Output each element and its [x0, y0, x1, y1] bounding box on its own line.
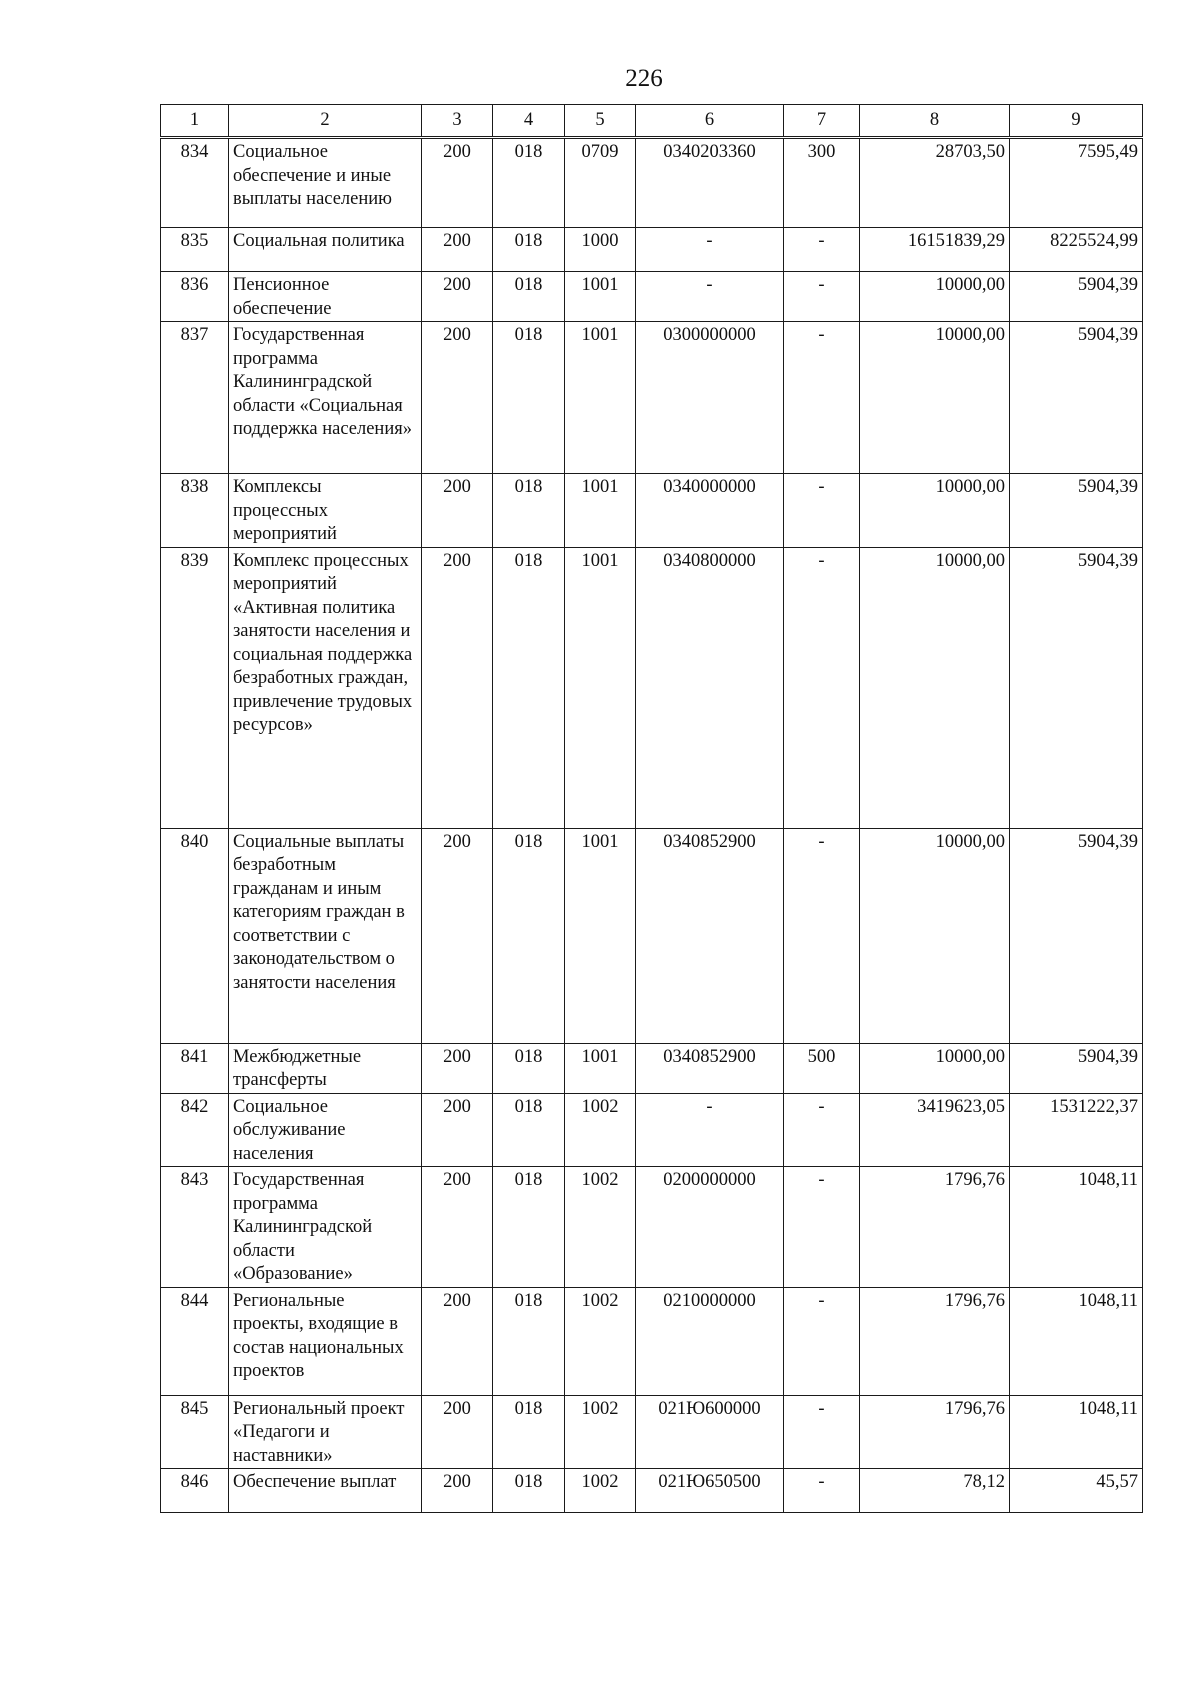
- cell-col-3: 200: [422, 1395, 493, 1469]
- cell-item-name: Межбюджетные трансферты: [229, 1043, 422, 1093]
- cell-col-7: -: [784, 1469, 860, 1513]
- cell-col-9: 1048,11: [1010, 1395, 1143, 1469]
- cell-col-6: -: [636, 1093, 784, 1167]
- table-row: [161, 547, 1143, 828]
- cell-col-6: 0210000000: [636, 1287, 784, 1395]
- cell-col-6: 0300000000: [636, 322, 784, 474]
- cell-col-7: -: [784, 828, 860, 1043]
- cell-col-6: 0340800000: [636, 547, 784, 828]
- cell-item-name: Обеспечение выплат: [229, 1469, 422, 1513]
- page-number: 226: [625, 65, 663, 92]
- cell-col-3: 200: [422, 322, 493, 474]
- cell-row-number: 838: [161, 474, 229, 548]
- cell-col-4: 018: [493, 474, 565, 548]
- cell-col-8: 78,12: [860, 1469, 1010, 1513]
- budget-table: [160, 104, 1143, 1513]
- cell-item-name: Комплексы процессных мероприятий: [229, 474, 422, 548]
- table-row: [161, 322, 1143, 474]
- cell-col-6: 0340852900: [636, 1043, 784, 1093]
- table-row: [161, 1167, 1143, 1288]
- cell-col-3: 200: [422, 138, 493, 228]
- cell-col-9: 5904,39: [1010, 1043, 1143, 1093]
- cell-item-name: Региональный проект «Педагоги и наставники»: [229, 1395, 422, 1469]
- cell-col-4: 018: [493, 1469, 565, 1513]
- cell-col-8: 10000,00: [860, 828, 1010, 1043]
- cell-col-5: 1002: [565, 1167, 636, 1288]
- cell-col-5: 1002: [565, 1395, 636, 1469]
- cell-col-4: 018: [493, 1043, 565, 1093]
- cell-col-3: 200: [422, 228, 493, 272]
- cell-col-4: 018: [493, 1093, 565, 1167]
- cell-col-9: 5904,39: [1010, 322, 1143, 474]
- cell-col-9: 45,57: [1010, 1469, 1143, 1513]
- cell-col-7: -: [784, 1395, 860, 1469]
- cell-col-5: 1001: [565, 547, 636, 828]
- cell-col-5: 1001: [565, 272, 636, 322]
- cell-col-6: 021Ю600000: [636, 1395, 784, 1469]
- column-header: 8: [860, 105, 1010, 138]
- cell-col-8: 3419623,05: [860, 1093, 1010, 1167]
- cell-row-number: 840: [161, 828, 229, 1043]
- cell-col-3: 200: [422, 474, 493, 548]
- cell-col-8: 10000,00: [860, 272, 1010, 322]
- cell-row-number: 836: [161, 272, 229, 322]
- cell-col-8: 10000,00: [860, 1043, 1010, 1093]
- cell-col-4: 018: [493, 138, 565, 228]
- cell-item-name: Пенсионное обеспечение: [229, 272, 422, 322]
- cell-col-7: -: [784, 272, 860, 322]
- column-header: 1: [161, 105, 229, 138]
- column-header: 3: [422, 105, 493, 138]
- cell-col-5: 1002: [565, 1287, 636, 1395]
- cell-col-7: -: [784, 547, 860, 828]
- cell-col-6: 0340852900: [636, 828, 784, 1043]
- cell-col-7: -: [784, 1093, 860, 1167]
- cell-col-8: 10000,00: [860, 474, 1010, 548]
- cell-item-name: Комплекс процессных мероприятий «Активная политика занятости населения и социальная поддержка безработных граждан, привлечение трудовых ресурсов»: [229, 547, 422, 828]
- cell-col-7: -: [784, 322, 860, 474]
- cell-col-7: 300: [784, 138, 860, 228]
- cell-col-9: 8225524,99: [1010, 228, 1143, 272]
- cell-col-4: 018: [493, 828, 565, 1043]
- cell-col-3: 200: [422, 272, 493, 322]
- cell-col-8: 1796,76: [860, 1167, 1010, 1288]
- cell-col-6: 021Ю650500: [636, 1469, 784, 1513]
- cell-col-4: 018: [493, 272, 565, 322]
- cell-item-name: Региональные проекты, входящие в состав национальных проектов: [229, 1287, 422, 1395]
- cell-col-8: 16151839,29: [860, 228, 1010, 272]
- cell-col-7: -: [784, 474, 860, 548]
- cell-col-9: 5904,39: [1010, 474, 1143, 548]
- cell-col-7: -: [784, 228, 860, 272]
- cell-col-5: 1002: [565, 1469, 636, 1513]
- table-row: [161, 1395, 1143, 1469]
- table-row: [161, 228, 1143, 272]
- column-header: 4: [493, 105, 565, 138]
- cell-row-number: 843: [161, 1167, 229, 1288]
- cell-col-5: 1001: [565, 474, 636, 548]
- cell-col-7: -: [784, 1167, 860, 1288]
- cell-item-name: Социальное обеспечение и иные выплаты населению: [229, 138, 422, 228]
- cell-col-6: -: [636, 228, 784, 272]
- cell-col-6: 0200000000: [636, 1167, 784, 1288]
- cell-col-9: 5904,39: [1010, 547, 1143, 828]
- cell-row-number: 837: [161, 322, 229, 474]
- cell-col-8: 10000,00: [860, 322, 1010, 474]
- cell-col-6: 0340203360: [636, 138, 784, 228]
- cell-col-3: 200: [422, 1469, 493, 1513]
- cell-col-6: -: [636, 272, 784, 322]
- cell-col-9: 5904,39: [1010, 828, 1143, 1043]
- header-row: [161, 105, 1143, 138]
- cell-col-3: 200: [422, 1043, 493, 1093]
- cell-col-4: 018: [493, 322, 565, 474]
- cell-col-3: 200: [422, 828, 493, 1043]
- cell-col-5: 1001: [565, 828, 636, 1043]
- table-body: [161, 138, 1143, 1513]
- cell-item-name: Государственная программа Калининградской области «Образование»: [229, 1167, 422, 1288]
- cell-row-number: 841: [161, 1043, 229, 1093]
- cell-col-9: 1531222,37: [1010, 1093, 1143, 1167]
- cell-row-number: 842: [161, 1093, 229, 1167]
- cell-col-5: 1002: [565, 1093, 636, 1167]
- cell-col-3: 200: [422, 1167, 493, 1288]
- cell-col-7: 500: [784, 1043, 860, 1093]
- cell-row-number: 839: [161, 547, 229, 828]
- cell-col-8: 1796,76: [860, 1287, 1010, 1395]
- table-row: [161, 1093, 1143, 1167]
- cell-row-number: 845: [161, 1395, 229, 1469]
- cell-col-4: 018: [493, 1287, 565, 1395]
- column-header: 5: [565, 105, 636, 138]
- cell-row-number: 835: [161, 228, 229, 272]
- cell-col-5: 0709: [565, 138, 636, 228]
- cell-col-3: 200: [422, 547, 493, 828]
- column-header: 2: [229, 105, 422, 138]
- table-row: [161, 1469, 1143, 1513]
- cell-row-number: 834: [161, 138, 229, 228]
- cell-col-9: 7595,49: [1010, 138, 1143, 228]
- cell-col-4: 018: [493, 228, 565, 272]
- cell-col-9: 1048,11: [1010, 1287, 1143, 1395]
- table-row: [161, 138, 1143, 228]
- cell-row-number: 846: [161, 1469, 229, 1513]
- cell-col-5: 1001: [565, 322, 636, 474]
- cell-col-8: 28703,50: [860, 138, 1010, 228]
- column-header: 9: [1010, 105, 1143, 138]
- cell-col-4: 018: [493, 547, 565, 828]
- cell-col-7: -: [784, 1287, 860, 1395]
- cell-col-4: 018: [493, 1395, 565, 1469]
- column-header: 7: [784, 105, 860, 138]
- cell-col-9: 1048,11: [1010, 1167, 1143, 1288]
- cell-item-name: Социальное обслуживание населения: [229, 1093, 422, 1167]
- column-header: 6: [636, 105, 784, 138]
- cell-col-5: 1001: [565, 1043, 636, 1093]
- cell-item-name: Социальная политика: [229, 228, 422, 272]
- cell-col-9: 5904,39: [1010, 272, 1143, 322]
- cell-row-number: 844: [161, 1287, 229, 1395]
- table-row: [161, 828, 1143, 1043]
- cell-col-4: 018: [493, 1167, 565, 1288]
- cell-item-name: Социальные выплаты безработным гражданам и иным категориям граждан в соответствии с законодательством о занятости населения: [229, 828, 422, 1043]
- table-row: [161, 1043, 1143, 1093]
- cell-col-6: 0340000000: [636, 474, 784, 548]
- cell-col-3: 200: [422, 1287, 493, 1395]
- table-row: [161, 474, 1143, 548]
- cell-col-8: 1796,76: [860, 1395, 1010, 1469]
- cell-col-8: 10000,00: [860, 547, 1010, 828]
- cell-col-3: 200: [422, 1093, 493, 1167]
- table-row: [161, 1287, 1143, 1395]
- cell-col-5: 1000: [565, 228, 636, 272]
- cell-item-name: Государственная программа Калининградской области «Социальная поддержка населения»: [229, 322, 422, 474]
- table-row: [161, 272, 1143, 322]
